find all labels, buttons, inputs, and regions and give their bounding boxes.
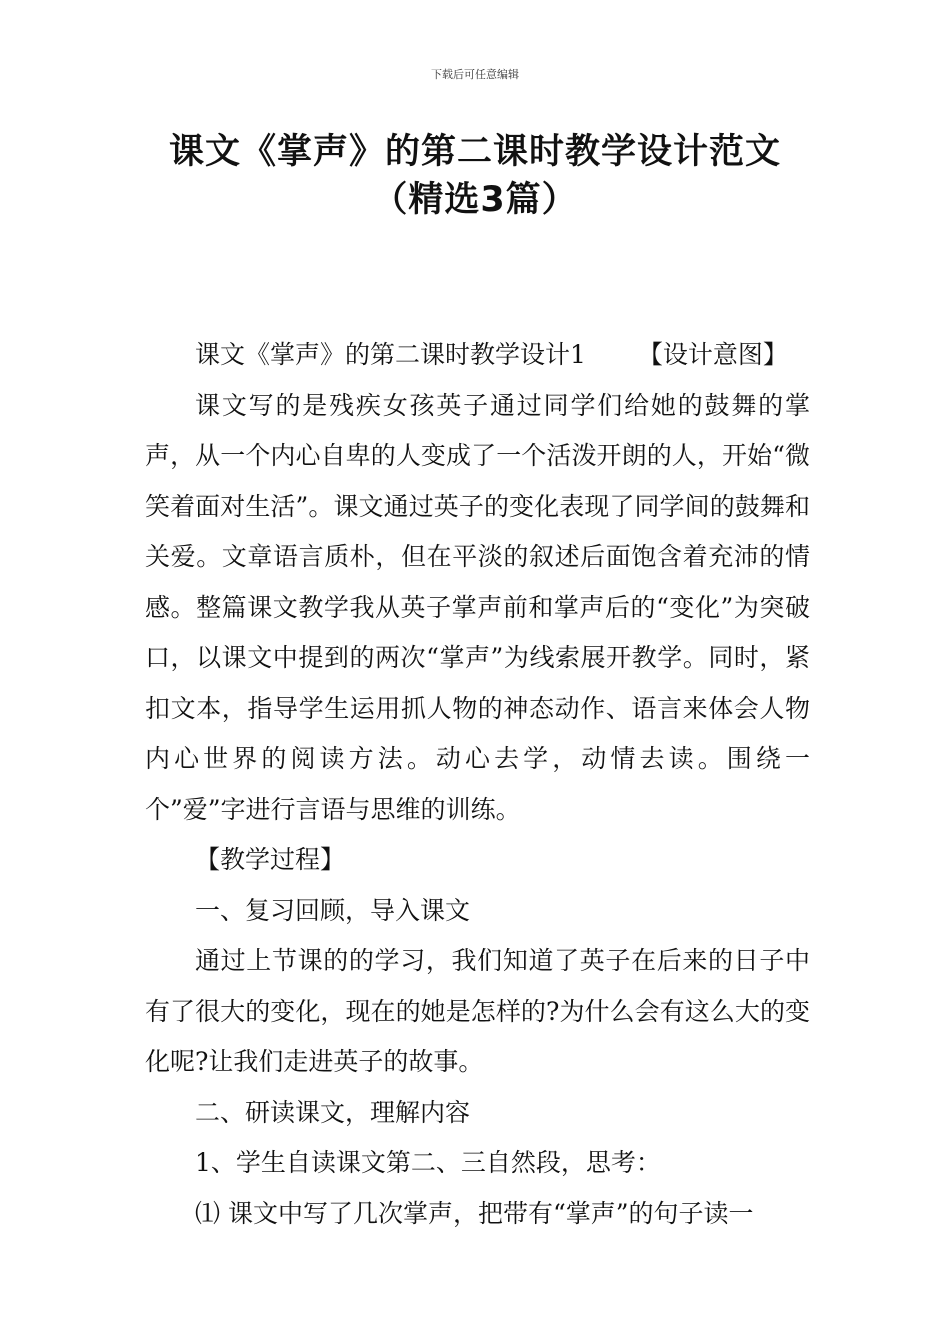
document-title [60, 128, 890, 224]
paragraph-6: 二、研读课文，理解内容 [195, 1097, 471, 1127]
paragraph-2: 课文写的是残疾女孩英子通过同学们给她的鼓舞的掌声，从一个内心自卑的人变成了一个活泼开朗的人，开始“微笑着面对生活”。课文通过英子的变化表现了同学间的鼓舞和关爱。文章语言质朴，但在平淡的叙述后面饱含着充沛的情感。整篇课文教学我从英子掌声前和掌声后的“变化”为突破口，以课文中提到的两次“掌声”为线索展开教学。同时，紧扣文本，指导学生运用抓人物的神态动作、语言来体会人物内心世界的阅读方法。动心去学，动情去读。围绕一个”爱”字进行言语与思维的训练。 [145, 390, 810, 824]
document-body [145, 330, 810, 1239]
header-note: 下载后可任意编辑 [431, 68, 519, 81]
title-line-1: 课文《掌声》的第二课时教学设计范文 [168, 132, 781, 172]
paragraph-4: 一、复习回顾，导入课文 [195, 895, 471, 925]
paragraph-1 [145, 330, 810, 381]
paragraph-7: 1、学生自读课文第二、三自然段，思考： [195, 1148, 661, 1177]
paragraph-5: 通过上节课的的学习，我们知道了英子在后来的日子中有了很大的变化，现在的她是怎样的?为什么会有这么大的变化呢?让我们走进英子的故事。 [145, 946, 810, 1076]
paragraph-3: 【教学过程】 [195, 845, 346, 874]
paragraph-8: ⑴ 课文中写了几次掌声，把带有“掌声”的句子读一 [195, 1198, 754, 1228]
section-heading: 课文《掌声》的第二课时教学设计1 [195, 340, 586, 369]
title-line-2: （精选3篇） [372, 180, 578, 220]
design-intent-heading: 【设计意图】 [637, 340, 788, 369]
